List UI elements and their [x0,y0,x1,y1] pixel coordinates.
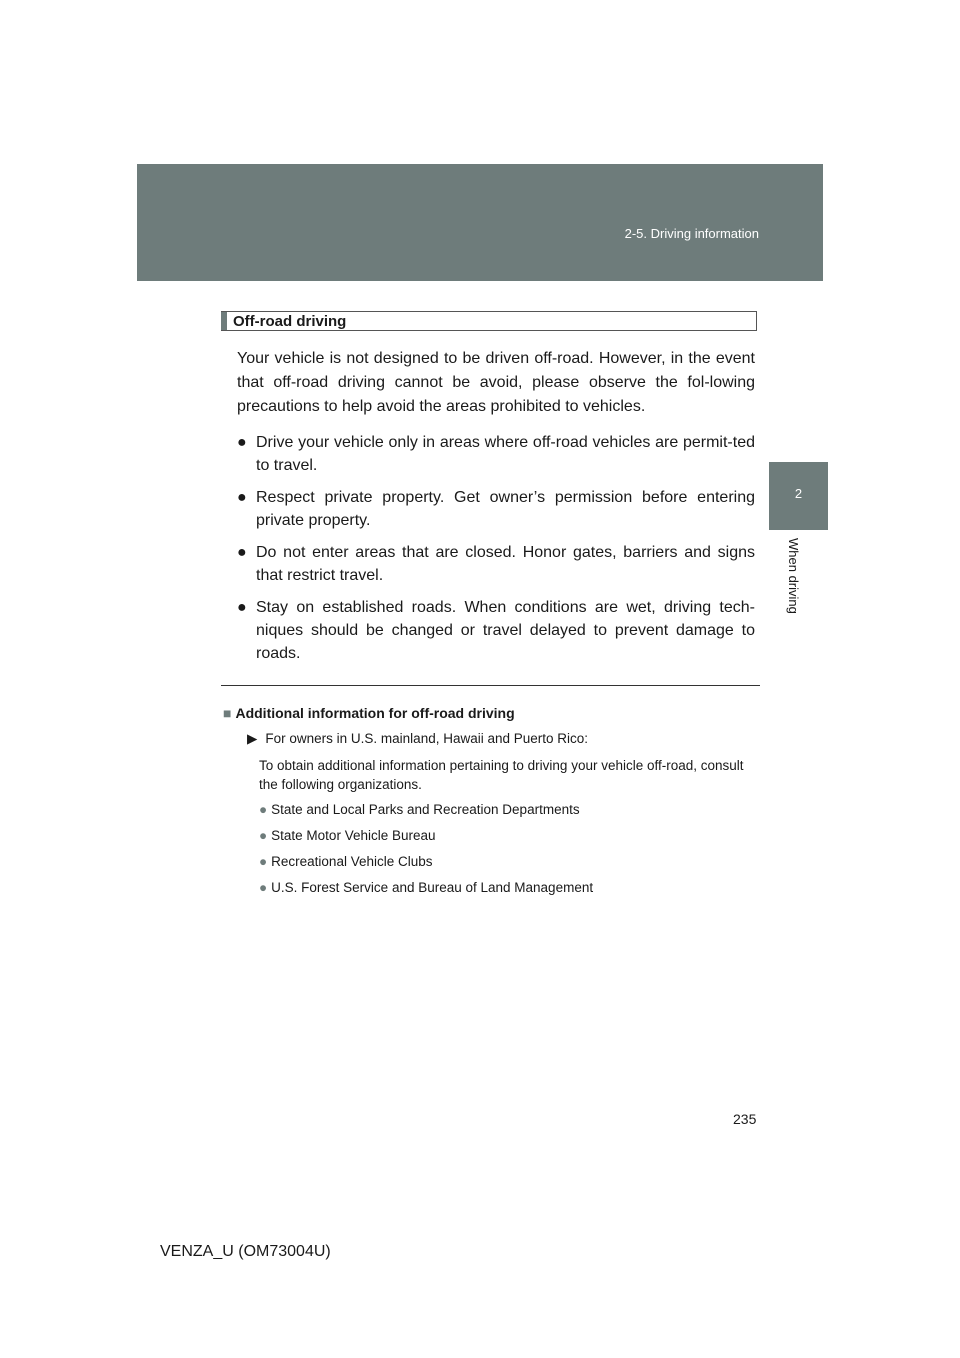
list-item-text: Do not enter areas that are closed. Honor gates, barriers and signs that restrict travel. [256,544,755,584]
bullet-icon: ● [237,489,247,506]
list-item-text: State Motor Vehicle Bureau [271,828,436,843]
additional-info-title [223,705,515,721]
list-item-text: Recreational Vehicle Clubs [271,854,433,869]
list-item [237,431,755,477]
chapter-number: 2 [794,486,803,501]
bullet-icon: ● [237,434,247,451]
title-accent-bar [221,312,227,330]
list-item-text: U.S. Forest Service and Bureau of Land Management [271,880,594,895]
model-code: VENZA_U (OM73004U) [160,1243,331,1260]
list-item [237,541,755,587]
bullet-icon: ● [237,544,247,561]
section-divider [221,685,760,686]
list-item-text: Drive your vehicle only in areas where off-road vehicles are permit-ted to travel. [256,434,755,474]
owners-line-text: For owners in U.S. mainland, Hawaii and Puerto Rico: [265,731,589,746]
list-item-text: State and Local Parks and Recreation Departments [271,802,580,817]
list-item [237,596,755,665]
square-bullet-icon: ■ [223,705,232,721]
bullet-icon: ● [259,854,268,869]
list-item [237,486,755,532]
triangle-arrow-icon: ▶ [247,731,258,746]
additional-info-title-text: Additional information for off-road driving [235,705,515,721]
header-band [137,164,823,281]
obtain-paragraph: To obtain additional information pertaining to driving your vehicle off-road, consult the following organizations. [259,758,744,792]
list-item [259,853,593,870]
list-item [259,801,593,818]
bullet-icon: ● [259,828,268,843]
chapter-label: When driving [786,538,801,614]
list-item-text: Stay on established roads. When conditions are wet, driving tech-niques should be changed or travel delayed to prevent damage to roads. [256,599,755,662]
bullet-icon: ● [237,599,247,616]
list-item [259,879,593,896]
chapter-tab [769,462,828,530]
section-title: Off-road driving [233,313,347,330]
bullet-icon: ● [259,880,268,895]
organizations-list [259,801,593,905]
list-item [259,827,593,844]
list-item-text: Respect private property. Get owner’s permission before entering private property. [256,489,755,529]
section-label: 2-5. Driving information [624,226,759,241]
page-number: 235 [733,1111,757,1127]
section-title-box [221,311,757,331]
bullet-icon: ● [259,802,268,817]
intro-paragraph: Your vehicle is not designed to be driven off-road. However, in the event that off-road driving cannot be avoid, please observe the fol-lowing precautions to help avoid the areas prohibited to vehicles. [237,350,755,415]
owners-line [247,731,588,747]
precautions-list [237,431,755,674]
